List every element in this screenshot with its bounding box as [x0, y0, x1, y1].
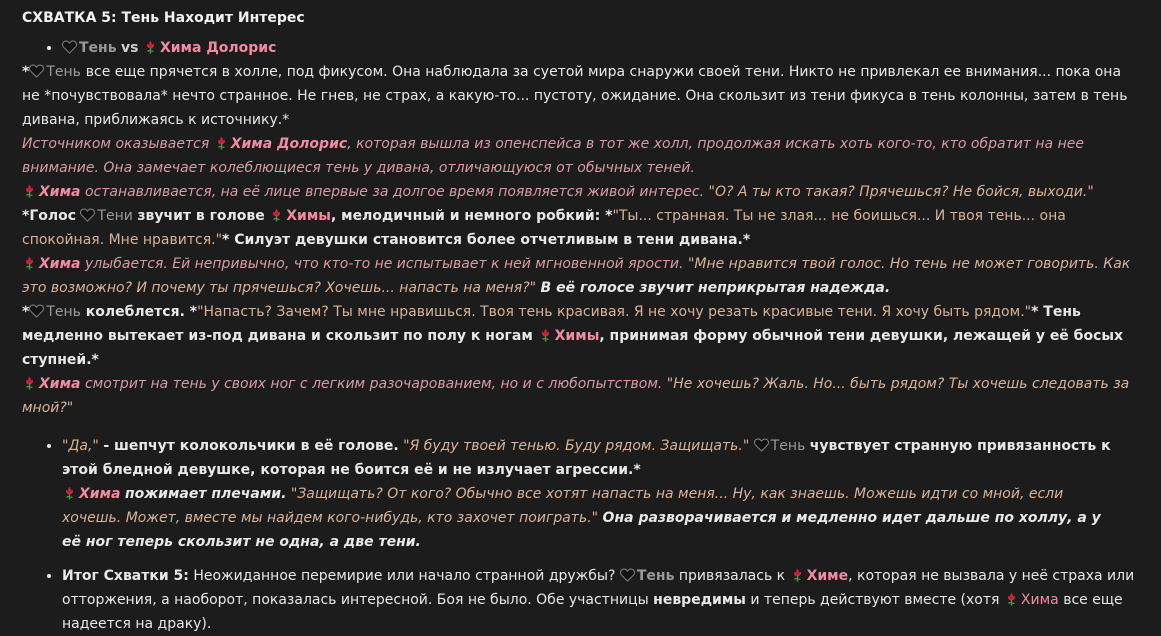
quote: "Да," [62, 438, 99, 454]
rose-icon [143, 40, 158, 54]
name-hima: Хима [39, 184, 81, 200]
summary-list [22, 434, 1161, 636]
quote: "Напасть? Зачем? Ты мне нравишься. Твоя тень красивая. Я не хочу резать красивые тени. Я хочу быть рядом." [197, 304, 1032, 320]
fighter-ten: Тень [79, 40, 117, 56]
quote: "Ты... странная. Ты не злая... не боишься... И твоя тень... она спокойная. Мне нравится." [22, 208, 1066, 248]
paragraph-1: * Тень все еще прячется в холле, под фикусом. Она наблюдала за суетой мира снаружи своей тени. Никто не привлекал ее внимания... пока она не *почувствовала* нечто странное. Не гнев, не страх, а какую-то... пустоту, ожидание. Она скользит из тени фикуса в тень колонны, затем в тень дивана, приближаясь к источнику.* [22, 64, 1128, 128]
black-heart-icon [80, 208, 95, 222]
name-hima: Химе [806, 568, 849, 584]
name-hima: Химы [286, 208, 331, 224]
black-heart-icon [29, 304, 44, 318]
black-heart-icon [62, 40, 77, 54]
name-hima: Химы [554, 328, 600, 344]
rose-icon [538, 328, 553, 342]
list-item-continuation: • "Да," - шепчут колокольчики в её голове. "Я буду твоей тенью. Буду рядом. Защищать." Тень чувствует странную привязанность к этой бледной девушке, которая не боится её и не излучает агрессии.* Хима пожимает плечами. "Защищать? От кого? Обычно все хотят напасть на меня... Ну, как знаешь. Можешь идти со мной, если хочешь. Может, вместе мы найдем кого-нибудь, кто захочет поиграть." Она разворачивается и медленно идет дальше по холлу, а у её ног теперь скользит не одна, а две тени. [62, 434, 1122, 554]
name-hima: Хима [79, 486, 121, 502]
name-hima: Хима [39, 376, 81, 392]
spacer [22, 420, 1161, 434]
rose-icon [214, 136, 229, 150]
paragraph-7: Хима смотрит на тень у своих ног с легким разочарованием, но и с любопытством. "Не хочешь? Жаль. Но... быть рядом? Ты хочешь следовать за мной?" [22, 376, 1130, 416]
black-heart-icon [29, 64, 44, 78]
name-hima: Хима [1020, 592, 1059, 608]
section-title: СХВАТКА 5: Тень Находит Интерес [22, 10, 305, 26]
paragraph-2: Источником оказывается Хима Долорис, которая вышла из опенспейса в тот же холл, продолжая искать хоть кого-то, кто обратит на нее внимание. Она замечает колеблющиеся тень у дивана, отличающуюся от обычных теней. [22, 136, 1084, 176]
quote: "Не хочешь? Жаль. Но... быть рядом? Ты хочешь следовать за мной?" [22, 376, 1130, 416]
rose-icon [22, 376, 37, 390]
name-hima: Хима Долорис [230, 136, 348, 152]
matchup-list [22, 36, 1161, 60]
name-ten: Тень [770, 438, 806, 454]
rose-icon [269, 208, 284, 222]
fighter-hima: Хима Долорис [159, 40, 277, 56]
quote: "Я буду твоей тенью. Буду рядом. Защищать." [403, 438, 750, 454]
matchup-item [62, 36, 1161, 60]
list-item-summary: • Итог Схватки 5: Неожиданное перемирие или начало странной дружбы? Тень привязалась к Химе, которая не вызвала у неё страха или отторжения, а наоборот, показалась интересной. Боя не было. Обе участницы невредимы и теперь действуют вместе (хотя Хима все еще надеется на драку). [62, 564, 1142, 636]
vs-label: vs [121, 40, 139, 56]
quote: "Мне нравится твой голос. Но тень не может говорить. Как это возможно? И почему ты прячешься? Хочешь... напасть на меня?" [22, 256, 1131, 296]
rose-icon [22, 256, 37, 270]
rose-icon [62, 486, 77, 500]
name-ten: Тень [636, 568, 675, 584]
paragraph-4: *Голос Тени звучит в голове Химы, мелодичный и немного робкий: *"Ты... странная. Ты не злая... не боишься... И твоя тень... она спокойная. Мне нравится."* Силуэт девушки становится более отчетливым в тени дивана.* [22, 208, 1066, 248]
black-heart-icon [620, 568, 635, 582]
name-ten: Тени [97, 208, 133, 224]
rose-icon [790, 568, 805, 582]
name-ten: Тень [46, 64, 81, 80]
quote: "О? А ты кто такая? Прячешься? Не бойся, выходи." [708, 184, 1094, 200]
name-ten: Тень [46, 304, 81, 320]
paragraph-3: Хима останавливается, на её лице впервые за долгое время появляется живой интерес. "О? А ты кто такая? Прячешься? Не бойся, выходи." [22, 180, 1140, 204]
rose-icon [22, 184, 37, 198]
summary-label: Итог Схватки 5: [62, 568, 189, 584]
black-heart-icon [754, 438, 769, 452]
rose-icon [1004, 592, 1019, 606]
unharmed-label: невредимы [653, 592, 746, 608]
quote: "Защищать? От кого? Обычно все хотят напасть на меня... Ну, как знаешь. Можешь идти со мной, если хочешь. Может, вместе мы найдем кого-нибудь, кто захочет поиграть." [62, 486, 1064, 526]
paragraph-6: * Тень колеблется. *"Напасть? Зачем? Ты мне нравишься. Твоя тень красивая. Я не хочу резать красивые тени. Я хочу быть рядом."* Тень медленно вытекает из-под дивана и скользит по полу к ногам Химы, принимая форму обычной тени девушки, лежащей у её босых ступней.* [22, 304, 1124, 368]
paragraph-5: Хима улыбается. Ей непривычно, что кто-то не испытывает к ней мгновенной ярости. "Мне нравится твой голос. Но тень не может говорить. Как это возможно? И почему ты прячешься? Хочешь... напасть на меня?" В её голосе звучит неприкрытая надежда. [22, 256, 1131, 296]
name-hima: Хима [39, 256, 81, 272]
